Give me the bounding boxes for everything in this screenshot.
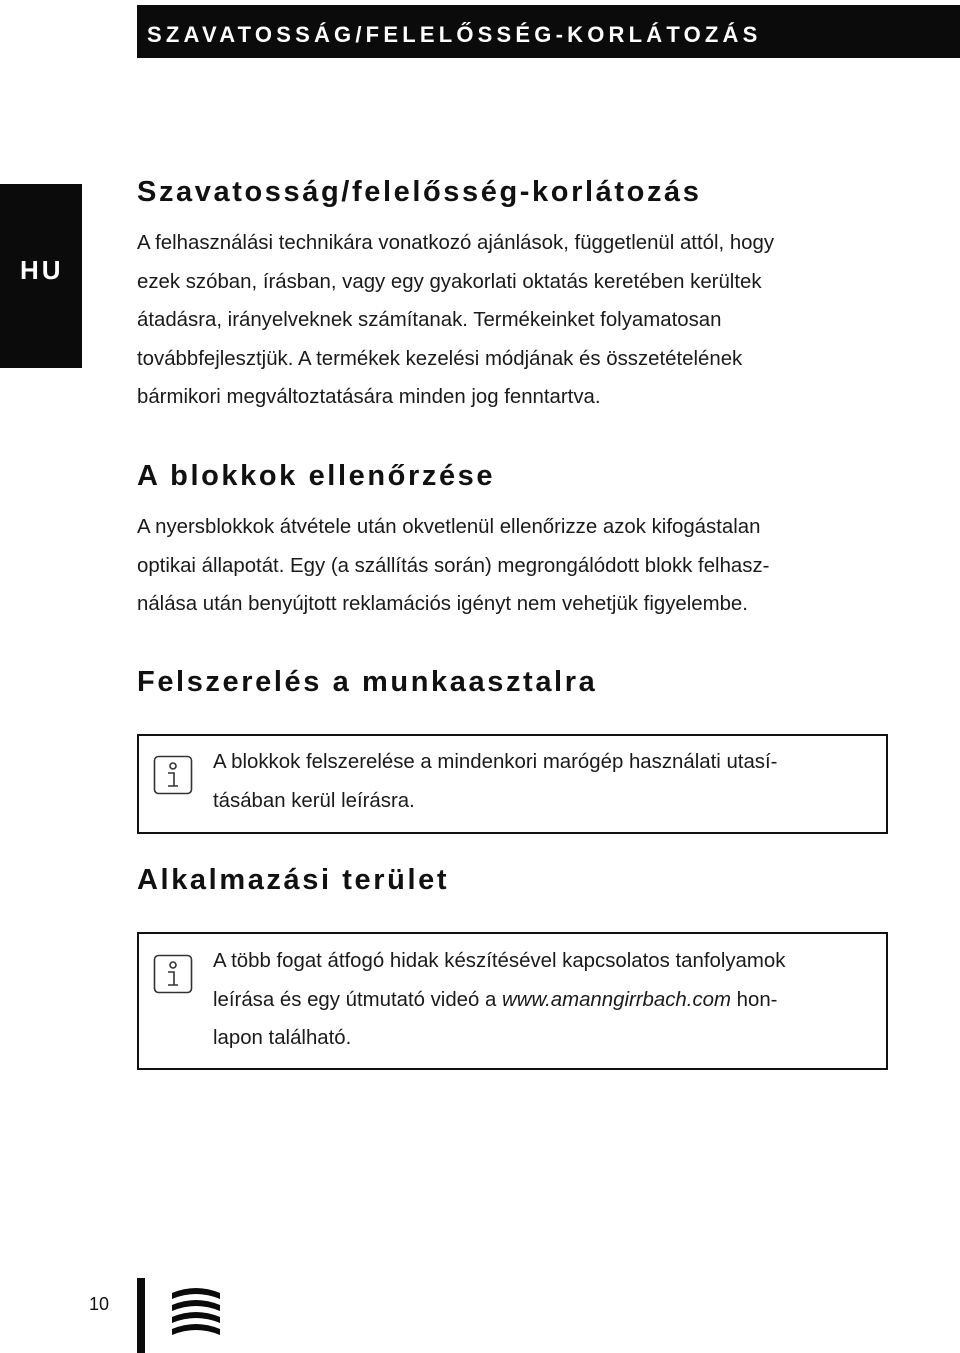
info-icon xyxy=(153,954,193,994)
text-line: A több fogat átfogó hidak készítésével kapcsolatos tanfolyamok xyxy=(213,950,786,972)
info-note-mounting xyxy=(137,734,888,834)
website-link[interactable]: www.amanngirrbach.com xyxy=(502,988,731,1011)
text-line: nálása után benyújtott reklamációs igényt nem vehetjük figyelembe. xyxy=(137,593,748,615)
text-line: optikai állapotát. Egy (a szállítás során) megrongálódott blokk felhasz- xyxy=(137,554,770,577)
section-text-block-check xyxy=(137,508,887,624)
text-segment: leírása és egy útmutató videó a xyxy=(213,988,503,1011)
text-line: továbbfejlesztjük. A termékek kezelési módjának és összetételének xyxy=(137,347,743,370)
header-bar xyxy=(137,5,960,58)
section-heading-application: Alkalmazási terület xyxy=(137,864,450,896)
note-text xyxy=(213,743,879,820)
info-icon xyxy=(153,755,193,795)
text-line: A nyersblokkok átvétele után okvetlenül ellenőrizze azok kifogástalan xyxy=(137,516,761,538)
section-heading-block-check: A blokkok ellenőrzése xyxy=(137,460,496,492)
section-heading-mounting: Felszerelés a munkaasztalra xyxy=(137,666,598,698)
text-line: A felhasználási technikára vonatkozó ajánlások, függetlenül attól, hogy xyxy=(137,232,775,254)
text-line: bármikori megváltoztatására minden jog fenntartva. xyxy=(137,386,601,408)
text-line: ezek szóban, írásban, vagy egy gyakorlati oktatás keretében kerültek xyxy=(137,270,762,293)
text-line: lapon található. xyxy=(213,1027,352,1049)
text-line: A blokkok felszerelése a mindenkori marógép használati utasí- xyxy=(213,751,778,773)
section-heading-warranty: Szavatosság/felelősség-korlátozás xyxy=(137,176,702,208)
text-line: átadásra, irányelveknek számítanak. Termékeinket folyamatosan xyxy=(137,309,722,331)
text-segment: hon- xyxy=(730,988,778,1011)
section-text-warranty xyxy=(137,224,887,417)
brand-logo-icon xyxy=(170,1287,222,1335)
note-text xyxy=(213,942,879,1058)
language-tab-label: HU xyxy=(20,255,64,285)
text-line: tásában kerül leírásra. xyxy=(213,789,415,812)
header-title: SZAVATOSSÁG/FELELŐSSÉG-KORLÁTOZÁS xyxy=(147,22,762,47)
footer-rule xyxy=(137,1278,145,1353)
info-note-application xyxy=(137,932,888,1070)
language-tab xyxy=(0,184,82,368)
page-number: 10 xyxy=(89,1294,110,1314)
text-line xyxy=(213,981,879,1020)
